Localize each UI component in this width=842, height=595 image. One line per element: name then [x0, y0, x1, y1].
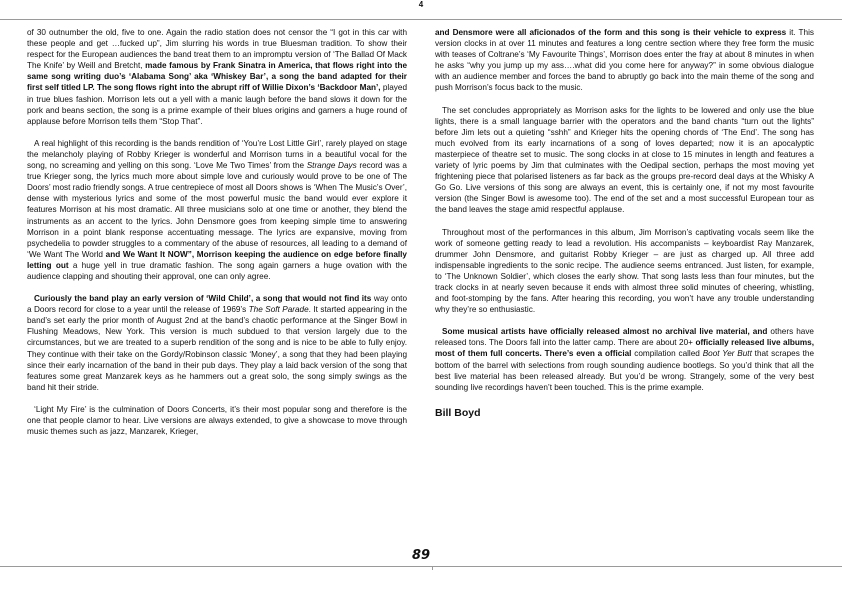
bold-text-run: made famous by Frank Sinatra in America, that flows right into the same song writing duo’s ‘Alabama Song’ aka ‘Whiskey Bar’, a song the band adapted for their first self titled LP. The song flows right into the abrupt riff of Willie Dixon’s ‘Backdoor Man’, [27, 61, 407, 93]
folio-page-number: 89 [411, 548, 431, 563]
text-run: way onto a Doors record for close to a year until the release of 1969’s [27, 294, 407, 315]
album-title: The Soft Parade [248, 305, 309, 315]
author-name: Bill Boyd [435, 406, 481, 419]
paragraph [435, 105, 814, 216]
paragraph [27, 27, 407, 127]
right-column [435, 27, 814, 419]
bold-text-run: and We Want It NOW”, Morrison keeping the audience on edge before finally letting out [27, 249, 407, 270]
paragraph [435, 227, 814, 316]
text-run: Throughout most of the performances in this album, Jim Morrison’s captivating vocals seem like the work of someone getting ready to lead a revolution. His accompanists – keyboardist Ray Manzarek, drummer John Densmore, and guitarist Robby Krieger – are just as charged up. All three add indispensable ingredients to the sonic recipe. The audience seems entranced. Just listen, for example, to ‘The Unknown Soldier’, which closes the early show. That song lasts less than four minutes, but the track clocks in at nearly seven because it ends with almost three solid minutes of cheering, whistling, and foot-stomping by the fans. After hearing this recording, you won’t have any trouble understanding why they’re so enthusiastic. [435, 227, 814, 315]
text-run: The set concludes appropriately as Morrison asks for the lights to be lowered and only use the blue lights, there is a small language barrier with the operators and the band chants “turn out the lights” before Jim lets out a quieting “sshh” and Krieger hits the opening chords of ‘The End’. The song has much evolved from its early incarnations of a song of loves departed; now it is an apocalyptic masterpiece of theatre set to music. The song clocks in at close to 15 minutes in length and features a variety of lyric poems by Jim that culminates with the Oedipal section, perhaps the most moving yet frightening piece that polarised listeners as far back as the groups pre-record deal days at the Whisky A Go Go. Live versions of this song are always an event, this is certainly one, if not my most favourite version (the Singer Bowl is awesome too). The end of the set and a most successful European tour as the band leaves the stage amid respectful applause. [435, 105, 814, 215]
bottom-rule [0, 566, 842, 567]
text-run: played in true blues fashion. Morrison lets out a yell with a manic laugh before the band slows it down for the pork and beans section, the song is a prime example of their blues origins and garners a huge round of applause before Morrison tells them “Stop That”. [27, 83, 407, 126]
text-run: compilation called [631, 349, 703, 359]
text-run: others have released tons. The Doors fall into the latter camp. There are about 20+ [435, 327, 814, 348]
paragraph [27, 293, 407, 393]
paragraph [435, 326, 814, 393]
paragraph [27, 404, 407, 437]
bold-text-run: officially released live albums, most of them full concerts. There’s even a official [435, 338, 814, 359]
top-rule [0, 19, 842, 20]
album-title: Boot Yer Butt [702, 349, 752, 359]
bold-text-run: and Densmore were all aficionados of the form and this song is their vehicle to express [435, 28, 787, 37]
text-run: record was a true Krieger song, the lyrics much more about simple love and curiously would prove to be one of The Doors’ most radio friendly songs. A true centrepiece of most all Doors shows is ‘When The Music’s Over’, dense with mysterious lyrics and some of the most powerful music the band would ever explore it features Morrison at his most dramatic. All three musicians solo at one time or another, they blend the instruments as an accent to the lyrics. John Densmore goes from keeping simple time to answering Morrison in a point blank response accentuating message. The lyrics are expansive, moving from psychedelia to powder struggles to a commentary of the abuse of resources, all leading to a demand of ‘We Want The World [27, 161, 407, 259]
paragraph [435, 27, 814, 94]
bold-text-run: Curiously the band play an early version of ‘Wild Child’, a song that would not find its [34, 294, 372, 304]
bold-text-run: Some musical artists have officially released almost no archival live material, and [442, 327, 768, 337]
text-run: . It started appearing in the band’s set early the prior month of August 2nd at the band’s chaotic performance at the Singer Bowl in Flushing Meadows, New York. This version is much subdued to that version largely due to the circumstances, but we are treated to a superb rendition of the song and is nice to be able to fully enjoy. They continue with their take on the Gordy/Robinson classic ‘Money’, a song that they had been playing since their early incarnation of the band in their pub days. They play a laid back version of the song that features some great Manzarek keys as he hammers out a great solo, the song simply swings as the band hit their stride. [27, 305, 407, 392]
text-run: a huge yell in true dramatic fashion. The song again garners a huge ovation with the audience clapping and shouting their approval, one can only agree. [27, 260, 408, 281]
left-column [27, 27, 407, 448]
text-run: ‘Light My Fire’ is the culmination of Doors Concerts, it’s their most popular song and therefore is the one that people clamor to hear. Live versions are always extended, to give a showcase to move through music themes such as jazz, Manzarek, Krieger, [27, 404, 407, 437]
text-run: A real highlight of this recording is the bands rendition of ‘You’re Lost Little Girl’, rarely played on stage the melancholy playing of Robby Krieger is wonderful and Morrison turns in a beautiful vocal for the song, no screaming and yelling on this song. ‘Love Me Two Times’ from the [27, 138, 407, 171]
page-number-header: 4 [418, 0, 424, 9]
spine-mark [432, 566, 433, 570]
text-run: of 30 outnumber the old, five to one. Again the radio station does not censor the “I got in this car with these people and get …fucked up”, Jim slurring his words in true Bluesman tradition. To show their respect for the European audiences the band treat them to an impromptu version of ‘The Ballad Of Mack The Knife’ by Weill and Bretcht, [27, 28, 407, 71]
album-title: Strange Days [306, 161, 357, 171]
text-run: that scrapes the bottom of the barrel with selections from rough sounding audience bootlegs. So you’d think that all the best live material has been released already. But you’d be wrong. Strangely, some of the very best sounding live recordings haven’t been touched. This is the prime example. [435, 349, 814, 392]
text-run: it. This version clocks in at over 11 minutes and features a long centre section where they free form the music with teases of Coltrane’s ‘My Favourite Things’, Morrison does enter the fray at about 8 minutes in when he asks “why you jump up my ass….what did you come here for anyway?” in some obvious dialogue with an audience member and forces the band to abruptly go back into the main theme of the song and push Morrison’s focus back to the music. [435, 28, 814, 93]
paragraph [27, 138, 407, 282]
